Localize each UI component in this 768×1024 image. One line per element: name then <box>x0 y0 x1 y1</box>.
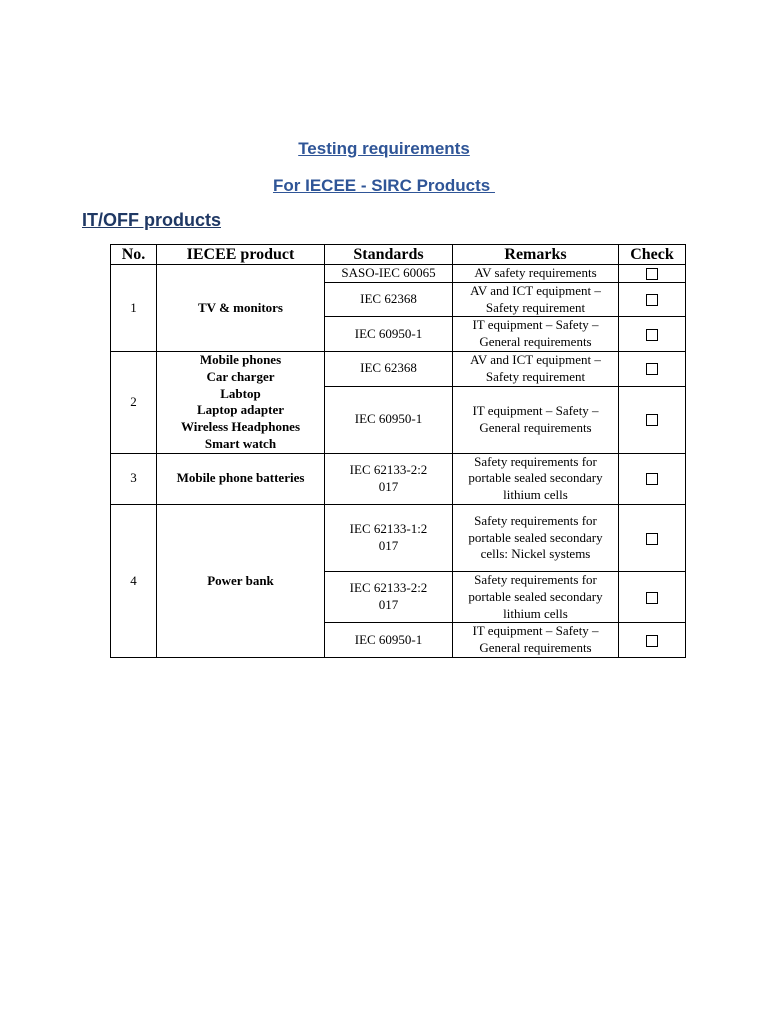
standard-cell <box>325 504 453 571</box>
section-heading: IT/OFF products <box>82 210 221 230</box>
remarks-cell: Safety requirements for portable sealed secondary cells: Nickel systems <box>453 504 619 571</box>
product-name: Wireless Headphones <box>180 418 301 434</box>
product-name: Labtop <box>220 385 261 401</box>
header-product: IECEE product <box>157 245 325 265</box>
standard-text: IEC 62368 <box>360 360 417 376</box>
product-name: Car charger <box>206 368 275 384</box>
product-name: TV & monitors <box>198 299 283 315</box>
standard-cell <box>325 265 453 283</box>
check-cell <box>619 571 686 622</box>
checkbox[interactable] <box>646 268 658 280</box>
product-name: Power bank <box>207 572 274 588</box>
header-remarks: Remarks <box>453 245 619 265</box>
row-number-cell: 3 <box>111 453 157 504</box>
table-row <box>111 504 686 571</box>
remarks-cell: IT equipment – Safety – General requirements <box>453 317 619 352</box>
product-cell <box>157 351 325 453</box>
standard-cell <box>325 623 453 658</box>
table-row <box>111 351 686 386</box>
check-cell <box>619 317 686 352</box>
product-cell <box>157 453 325 504</box>
product-name: Smart watch <box>204 435 277 451</box>
product-name: Laptop adapter <box>196 402 285 418</box>
checkbox[interactable] <box>646 414 658 426</box>
product-cell <box>157 504 325 657</box>
remarks-cell: AV and ICT equipment – Safety requirement <box>453 282 619 317</box>
standard-cell <box>325 351 453 386</box>
checkbox[interactable] <box>646 294 658 306</box>
standard-cell <box>325 571 453 622</box>
check-cell <box>619 265 686 283</box>
standard-text: IEC 60950-1 <box>354 325 423 341</box>
row-number-cell: 1 <box>111 265 157 352</box>
standard-text: IEC 62133-2:2017 <box>349 461 428 494</box>
remarks-cell: Safety requirements for portable sealed secondary lithium cells <box>453 571 619 622</box>
table-row <box>111 265 686 283</box>
check-cell <box>619 386 686 453</box>
table-header-row <box>111 245 686 265</box>
checkbox[interactable] <box>646 363 658 375</box>
standard-cell <box>325 453 453 504</box>
standard-cell <box>325 386 453 453</box>
checkbox[interactable] <box>646 473 658 485</box>
standard-text: SASO-IEC 60065 <box>341 265 436 280</box>
check-cell <box>619 623 686 658</box>
product-name: Mobile phones <box>199 352 282 368</box>
standard-text: IEC 60950-1 <box>354 411 423 427</box>
row-number-cell: 2 <box>111 351 157 453</box>
remarks-cell: AV safety requirements <box>453 265 619 283</box>
standard-text: IEC 60950-1 <box>354 631 423 647</box>
check-cell <box>619 282 686 317</box>
standard-text: IEC 62368 <box>360 291 417 307</box>
standard-text: IEC 62133-2:2017 <box>349 580 428 613</box>
row-number-cell: 4 <box>111 504 157 657</box>
checkbox[interactable] <box>646 533 658 545</box>
standard-text: IEC 62133-1:2017 <box>349 521 428 553</box>
document-subtitle: For IECEE - SIRC Products <box>273 176 495 195</box>
table-row <box>111 453 686 504</box>
check-cell <box>619 351 686 386</box>
header-standards: Standards <box>325 245 453 265</box>
remarks-cell: Safety requirements for portable sealed secondary lithium cells <box>453 453 619 504</box>
standard-cell <box>325 317 453 352</box>
checkbox[interactable] <box>646 635 658 647</box>
checkbox[interactable] <box>646 592 658 604</box>
table-body <box>111 265 686 658</box>
product-name: Mobile phone batteries <box>176 470 305 486</box>
header-no: No. <box>111 245 157 265</box>
product-cell <box>157 265 325 352</box>
check-cell <box>619 453 686 504</box>
remarks-cell: IT equipment – Safety – General requirements <box>453 386 619 453</box>
remarks-cell: AV and ICT equipment – Safety requirement <box>453 351 619 386</box>
standard-cell <box>325 282 453 317</box>
requirements-table <box>110 244 686 658</box>
document-title: Testing requirements <box>298 139 470 158</box>
remarks-cell: IT equipment – Safety – General requirements <box>453 623 619 658</box>
header-check: Check <box>619 245 686 265</box>
checkbox[interactable] <box>646 329 658 341</box>
check-cell <box>619 504 686 571</box>
